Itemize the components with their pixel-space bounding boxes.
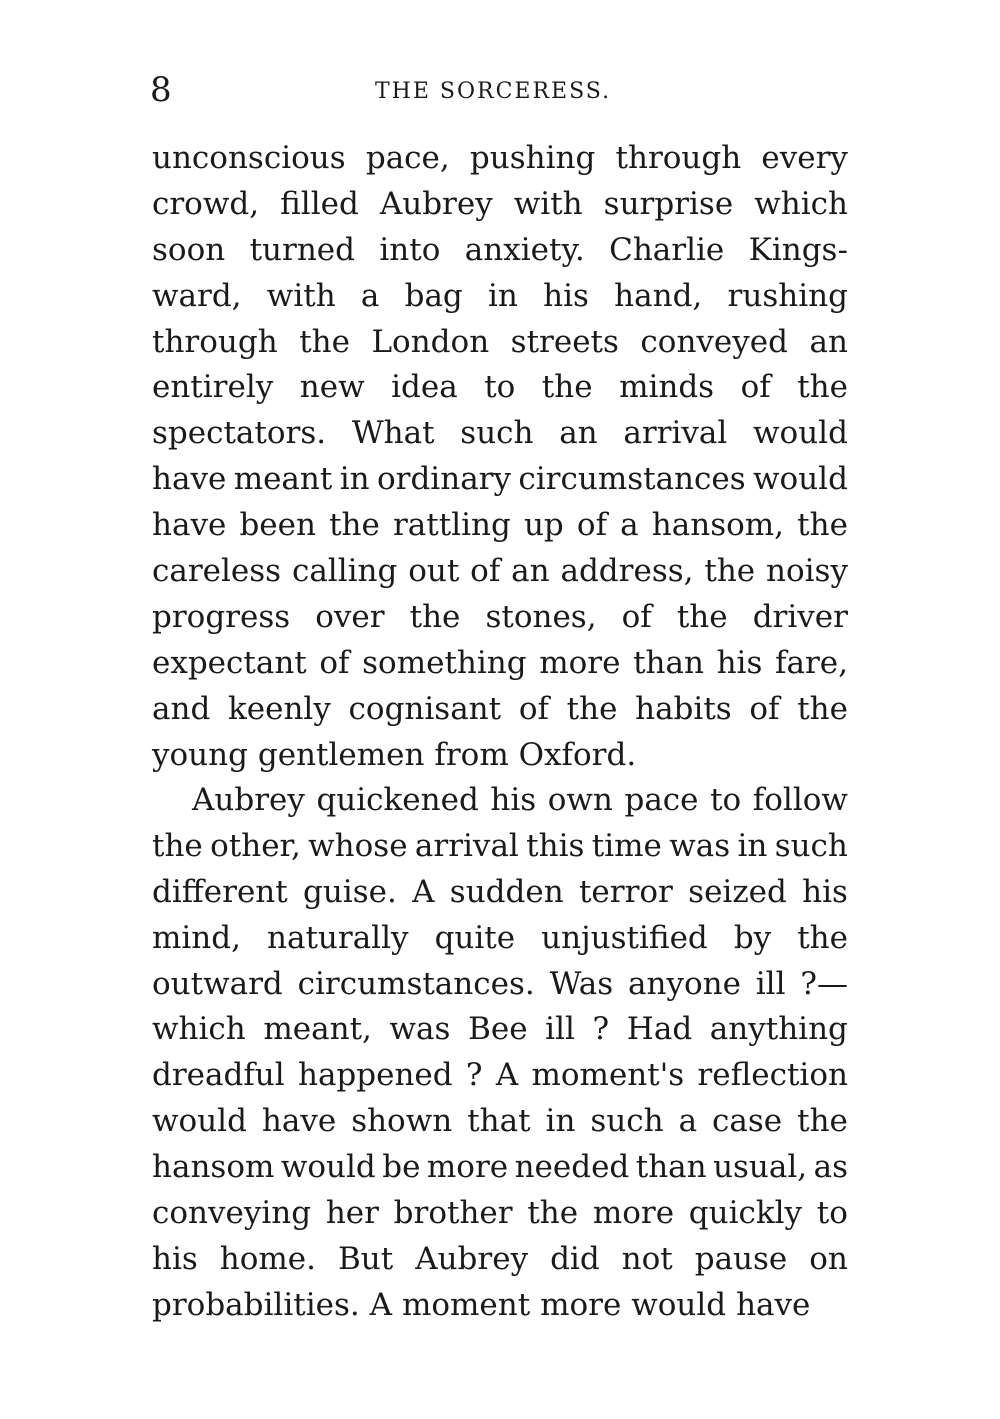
text-line: would have shown that in such a case the bbox=[152, 1103, 848, 1140]
text-line: through the London streets conveyed an bbox=[152, 323, 848, 360]
text-line: different guise. A sudden terror seized his bbox=[152, 873, 848, 910]
text-line: crowd, filled Aubrey with surprise which bbox=[152, 185, 848, 222]
running-title: THE SORCERESS. bbox=[375, 79, 612, 104]
text-line: Aubrey quickened his own pace to follow bbox=[192, 782, 848, 818]
text-line: spectators. What such an arrival would bbox=[152, 415, 848, 452]
text-line: unconscious pace, pushing through every bbox=[152, 140, 848, 176]
text-line: young gentlemen from Oxford. bbox=[152, 736, 637, 773]
text-line: which meant, was Bee ill ? Had anything bbox=[152, 1011, 848, 1048]
text-line: conveying her brother the more quickly to bbox=[152, 1195, 848, 1232]
page-number: 8 bbox=[150, 70, 172, 110]
text-line: have been the rattling up of a hansom, the bbox=[152, 507, 848, 544]
text-line: ward, with a bag in his hand, rushing bbox=[152, 277, 848, 314]
text-line: probabilities. A moment more would have bbox=[152, 1286, 811, 1323]
paragraph-2 bbox=[152, 778, 848, 1329]
text-line: outward circumstances. Was anyone ill ?— bbox=[152, 965, 848, 1002]
text-line: progress over the stones, of the driver bbox=[152, 598, 848, 635]
text-line: have meant in ordinary circumstances would bbox=[152, 461, 848, 498]
text-line: hansom would be more needed than usual, as bbox=[152, 1149, 848, 1186]
text-line: soon turned into anxiety. Charlie Kings- bbox=[152, 231, 848, 268]
page-header bbox=[150, 70, 850, 110]
text-line: expectant of something more than his fare, bbox=[152, 644, 848, 681]
text-line: the other, whose arrival this time was in such bbox=[152, 827, 848, 864]
text-line: and keenly cognisant of the habits of the bbox=[152, 690, 848, 727]
text-line: careless calling out of an address, the noisy bbox=[152, 553, 848, 590]
text-line: his home. But Aubrey did not pause on bbox=[152, 1240, 848, 1277]
text-line: dreadful happened ? A moment's reflection bbox=[152, 1057, 848, 1094]
text-line: mind, naturally quite unjustified by the bbox=[152, 919, 848, 956]
paragraph-1 bbox=[152, 136, 848, 778]
text-line: entirely new idea to the minds of the bbox=[152, 369, 848, 406]
